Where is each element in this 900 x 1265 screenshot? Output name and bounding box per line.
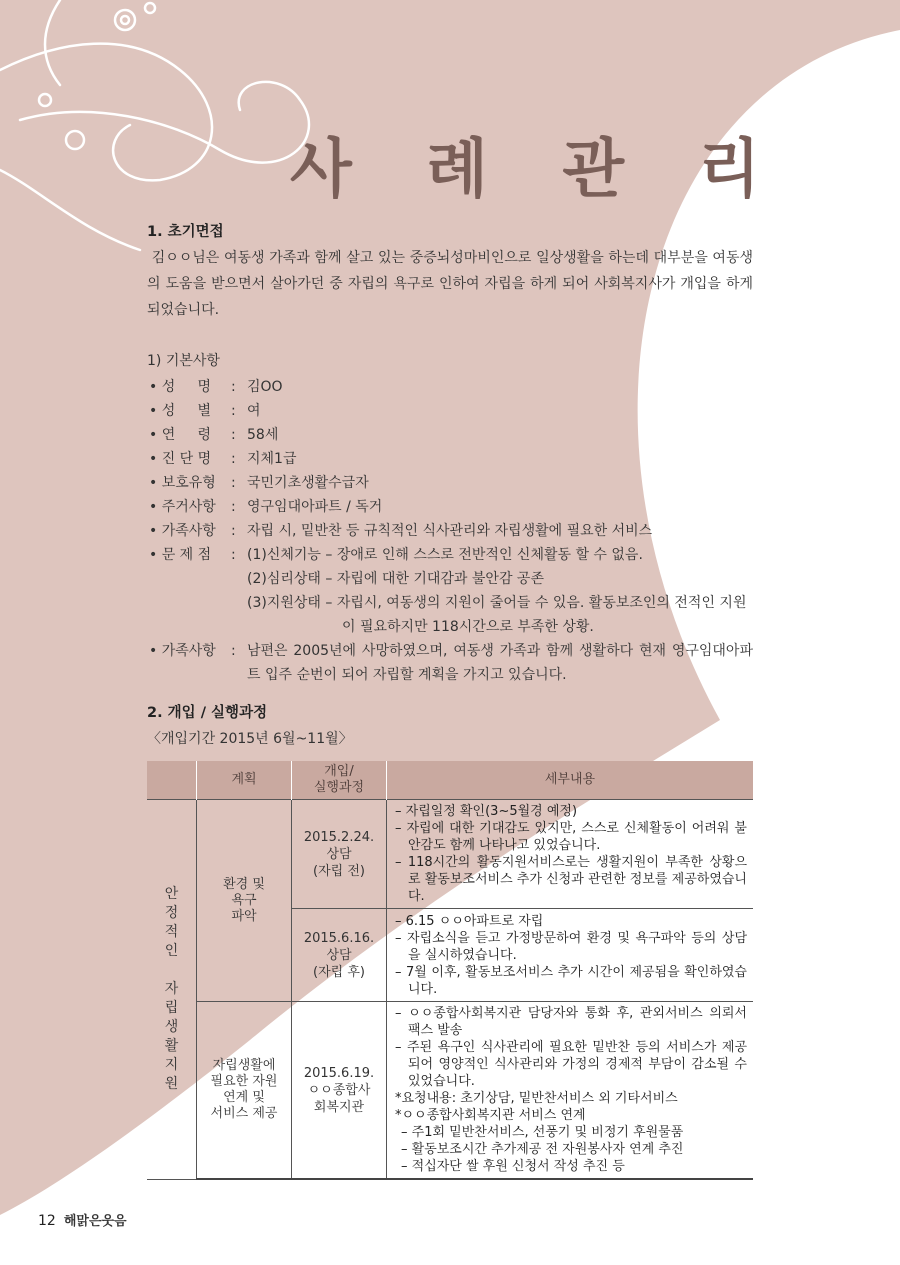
page-number: 12 — [38, 1213, 56, 1229]
problem-item: (3)지원상태 – 자립시, 여동생의 지원이 줄어들 수 있음. 활동보조인의 전적인 지원 — [247, 595, 747, 611]
detail-item: – 주된 욕구인 식사관리에 필요한 밑반찬 등의 서비스가 제공되어 영양적인 식사관리와 가정의 경제적 부담이 감소될 수 있었습니다. — [395, 1040, 747, 1089]
fact-value: 남편은 2005년에 사망하였으며, 여동생 가족과 함께 생활하다 현재 영구임대아파트 입주 순번이 되어 자립할 계획을 가지고 있습니다. — [247, 643, 753, 683]
fact-label: • 문 제 점 — [149, 547, 212, 563]
section-intervention — [147, 701, 353, 752]
section2-heading: 2. 개입 / 실행과정 — [147, 705, 268, 721]
fact-name: • 성 명 : 김OO — [147, 375, 753, 399]
problem-item: (2)심리상태 – 자립에 대한 기대감과 불안감 공존 — [247, 571, 544, 587]
goal-char: 인 — [164, 942, 179, 959]
intervention-period: 〈개입기간 2015년 6월~11월〉 — [147, 731, 353, 747]
fact-value: 자립 시, 밑반찬 등 규칙적인 식사관리와 자립생활에 필요한 서비스 — [247, 523, 653, 539]
fact-label: • 성 별 — [149, 403, 212, 419]
detail-note: *ㅇㅇ종합사회복지관 서비스 연계 — [395, 1108, 586, 1123]
detail-item: – 7월 이후, 활동보조서비스 추가 시간이 제공됨을 확인하였습니다. — [395, 964, 747, 997]
fact-label: • 가족사항 — [149, 523, 216, 539]
table-header: 세부내용 — [387, 761, 754, 800]
step-cell: 2015.6.19. ㅇㅇ종합사 회복지관 — [292, 1002, 387, 1180]
goal-char: 안 — [164, 885, 179, 902]
fact-label: • 보호유형 — [149, 475, 216, 491]
fact-value: 영구임대아파트 / 독거 — [247, 499, 383, 515]
fact-value: 국민기초생활수급자 — [247, 475, 369, 491]
page-title: 사 례 관 리 — [290, 133, 787, 207]
fact-problems: • 문 제 점 : (1)신체기능 – 장애로 인해 스스로 전반적인 신체활동 할 수 없음. (2)심리상태 – 자립에 대한 기대감과 불안감 공존 (3)지원상태 – 자립시, 여동생의 지원이 줄어들 수 있음. 활동보조인의 전적인 지원 이 필요하지만 118시간으로 부족한 상황. — [147, 543, 753, 639]
details-cell — [387, 909, 754, 1002]
fact-value: 지체1급 — [247, 451, 297, 467]
goal-char: 립 — [164, 999, 179, 1016]
step-cell: 2015.2.24. 상담 (자립 전) — [292, 800, 387, 909]
plan-cell: 환경 및 욕구 파악 — [197, 800, 292, 1002]
detail-subitem: – 적십자단 쌀 후원 신청서 작성 추진 등 — [401, 1159, 625, 1174]
intro-paragraph-text: 김ㅇㅇ님은 여동생 가족과 함께 살고 있는 중증뇌성마비인으로 일상생활을 하는데 대부분을 여동생의 도움을 받으면서 살아가던 중 자립의 욕구로 인하여 자립을 하게 되어 사회복지사가 개입을 하게 되었습니다. — [147, 250, 754, 318]
detail-item: – 자립소식을 듣고 가정방문하여 환경 및 욕구파악 등의 상담을 실시하였습니다. — [395, 930, 747, 963]
fact-gender: • 성 별 : 여 — [147, 399, 753, 423]
section1-heading: 1. 초기면접 — [147, 224, 224, 240]
step-cell: 2015.6.16. 상담 (자립 후) — [292, 909, 387, 1002]
goal-char: 정 — [164, 904, 179, 921]
detail-subitem: – 활동보조시간 추가제공 전 자원봉사자 연계 추진 — [401, 1142, 684, 1157]
detail-note: *요청내용: 초기상담, 밑반찬서비스 외 기타서비스 — [395, 1091, 678, 1106]
section-initial-interview — [147, 220, 753, 687]
table-header-row — [147, 761, 753, 800]
detail-subitem: – 주1회 밑반찬서비스, 선풍기 및 비정기 후원물품 — [401, 1125, 684, 1140]
detail-item: – 자립일정 확인(3~5월경 예정) — [395, 804, 578, 819]
table-header: 계획 — [197, 761, 292, 800]
goal-char-gap — [148, 961, 195, 980]
goal-char: 활 — [164, 1037, 179, 1054]
goal-char: 생 — [164, 1018, 179, 1035]
fact-family: • 가족사항 : 남편은 2005년에 사망하였으며, 여동생 가족과 함께 생활하다 현재 영구임대아파트 입주 순번이 되어 자립할 계획을 가지고 있습니다. — [147, 639, 753, 687]
fact-label: • 진 단 명 — [149, 451, 212, 467]
table-header: 개입/ 실행과정 — [292, 761, 387, 800]
detail-item: – 자립에 대한 기대감도 있지만, 스스로 신체활동이 어려워 불안감도 함께 나타나고 있었습니다. — [395, 821, 747, 853]
fact-label: • 연 령 — [149, 427, 212, 443]
detail-item: – ㅇㅇ종합사회복지관 담당자와 통화 후, 관외서비스 의뢰서 팩스 발송 — [395, 1006, 747, 1038]
details-cell — [387, 1002, 754, 1180]
case-table — [147, 761, 753, 1180]
table-row — [147, 800, 753, 909]
goal-cell — [147, 800, 197, 1180]
basic-info-heading: 1) 기본사항 — [147, 353, 220, 369]
problem-item: (1)신체기능 – 장애로 인해 스스로 전반적인 신체활동 할 수 없음. — [247, 547, 643, 563]
fact-label: • 주거사항 — [149, 499, 216, 515]
fact-value: 58세 — [247, 427, 279, 443]
table-row — [147, 1002, 753, 1180]
plan-cell: 자립생활에 필요한 자원 연계 및 서비스 제공 — [197, 1002, 292, 1180]
problem-item: 이 필요하지만 118시간으로 부족한 상황. — [342, 619, 594, 635]
details-cell — [387, 800, 754, 909]
fact-protection-type: • 보호유형 : 국민기초생활수급자 — [147, 471, 753, 495]
magazine-logo: 해맑은웃음 — [63, 1214, 127, 1229]
problems-list — [247, 543, 753, 639]
detail-item: – 118시간의 활동지원서비스로는 생활지원이 부족한 상황으로 활동보조서비스 추가 신청과 관련한 정보를 제공하였습니다. — [395, 855, 747, 904]
goal-char: 적 — [164, 923, 179, 940]
fact-family-needs: • 가족사항 : 자립 시, 밑반찬 등 규칙적인 식사관리와 자립생활에 필요한 서비스 — [147, 519, 753, 543]
detail-item: – 6.15 ㅇㅇ아파트로 자립 — [395, 913, 544, 929]
fact-age: • 연 령 : 58세 — [147, 423, 753, 447]
intro-paragraph — [147, 245, 753, 323]
fact-housing: • 주거사항 : 영구임대아파트 / 독거 — [147, 495, 753, 519]
goal-char: 자 — [164, 980, 179, 997]
goal-char: 원 — [164, 1075, 179, 1092]
fact-value: 김OO — [247, 379, 283, 395]
fact-diagnosis: • 진 단 명 : 지체1급 — [147, 447, 753, 471]
goal-char: 지 — [164, 1056, 179, 1073]
table-header — [147, 761, 197, 800]
fact-label: • 가족사항 — [149, 643, 216, 659]
fact-label: • 성 명 — [149, 379, 212, 395]
fact-value: 여 — [247, 403, 261, 419]
page-footer — [38, 1210, 127, 1229]
